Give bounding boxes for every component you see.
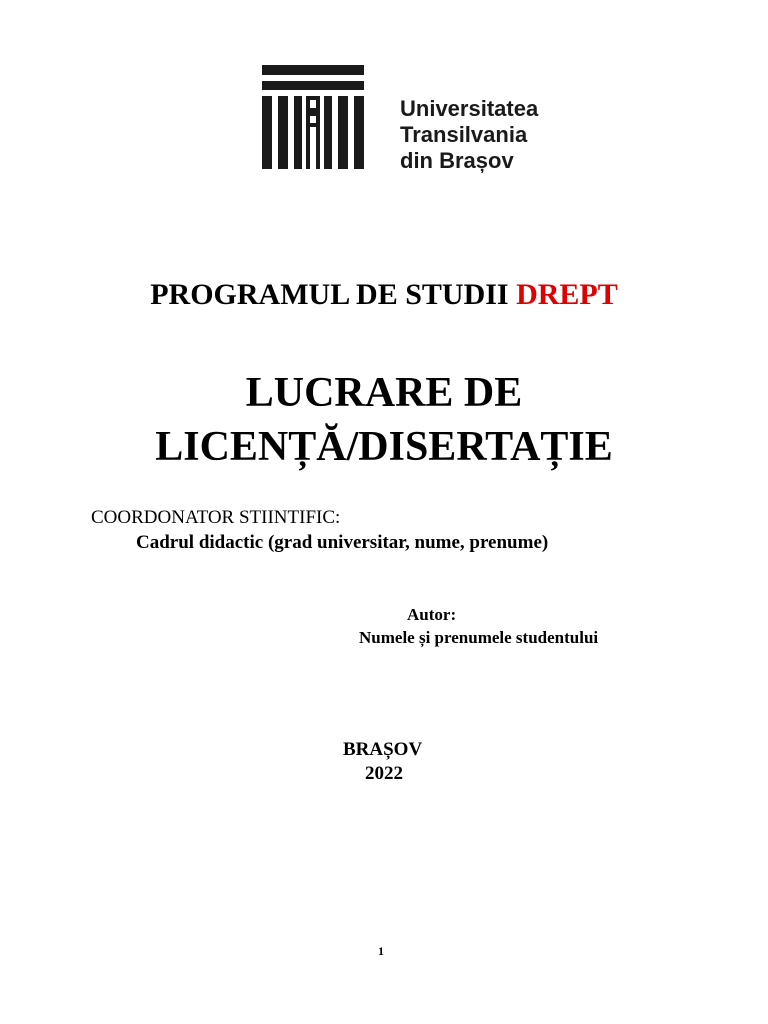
year: 2022 xyxy=(365,763,403,784)
university-name xyxy=(400,96,538,174)
university-emblem-icon xyxy=(262,65,364,169)
author-value: Numele și prenumele studentului xyxy=(359,628,599,647)
university-name-line-2: Transilvania xyxy=(400,122,528,147)
author-label: Autor: xyxy=(407,605,457,624)
coordinator-label: COORDONATOR STIINTIFIC: xyxy=(91,507,341,528)
university-name-line-1: Universitatea xyxy=(400,96,539,121)
university-logo xyxy=(236,48,606,206)
study-program-name: DREPT xyxy=(516,278,618,311)
thesis-title xyxy=(0,366,768,474)
thesis-title-line-1: LUCRARE DE xyxy=(245,370,523,416)
coordinator-value: Cadrul didactic (grad universitar, nume, prenume) xyxy=(136,532,549,553)
university-name-line-3: din Brașov xyxy=(400,148,514,173)
study-program-heading xyxy=(0,276,768,314)
thesis-title-line-2: LICENȚĂ/DISERTAȚIE xyxy=(155,424,613,470)
city: BRAȘOV xyxy=(343,739,423,760)
page-number: 1 xyxy=(378,944,384,958)
study-program-prefix: PROGRAMUL DE STUDII xyxy=(150,278,509,311)
